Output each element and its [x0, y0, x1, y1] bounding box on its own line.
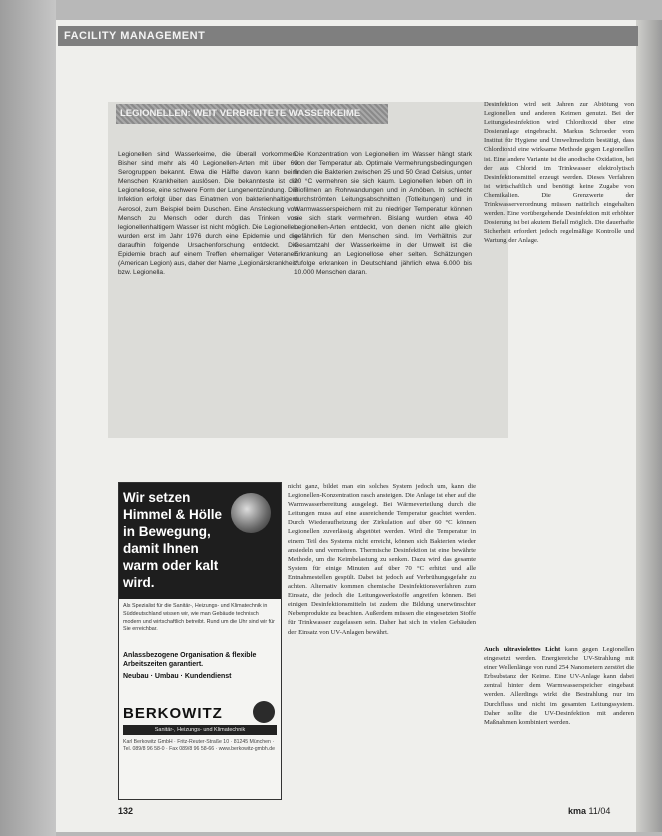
advertisement[interactable]: [118, 482, 282, 800]
footer-issue: [568, 806, 610, 816]
ad-claim: Anlassbezogene Organisation & flexible Arbeitszeiten garantiert.: [123, 652, 257, 668]
issue-number: 11/04: [588, 806, 611, 816]
ad-services: Neubau · Umbau · Kundendienst: [123, 673, 232, 680]
page-edge: [636, 20, 662, 832]
magazine-name: kma: [568, 806, 587, 816]
article-paragraph: kann gegen Legionellen eingesetzt werden. Energiereiche UV-Strahlung mit einer Wellenlänge von rund 254 Nanometern zerstört die Erbsubstanz der Keime. Eine UV-Anlage kann dabei zentral hinter dem Warmwasserspeicher eingebaut werden. Allerdings wirkt die Bestrahlung nur im Durchfluss und nicht im gesamten Leitungssystem. Daher sollte die UV-Desinfektion mit anderen Maßnahmen kombiniert werden.: [484, 646, 634, 726]
page-number: 132: [118, 806, 134, 816]
company-logo: BERKOWITZ: [123, 705, 223, 722]
logo-emblem-icon: [253, 701, 275, 723]
ad-contact: Karl Berkowitz GmbH · Fritz-Reuter-Straße 10 · 81245 München · Tel. 089/8 96 58-0 · Fax 089/8 96 58-66 · www.berkowitz-gmbh.de: [123, 739, 275, 753]
section-header: FACILITY MANAGEMENT: [64, 30, 206, 42]
subheading: Auch ultraviolettes Licht: [484, 646, 561, 653]
ad-tagline: Sanitär-, Heizungs- und Klimatechnik: [123, 725, 277, 735]
article-column-right-lower: [484, 645, 634, 801]
ad-photo: [231, 493, 271, 533]
article-column-right: Desinfektion wird seit Jahren zur Abtötung von Legionellen und anderen Keimen genutzt. Bei der Leitungsdesinfektion wird Chlordioxid über eine Dosieranlage eingebracht. Markus Schroeder vom Institut für Hygiene und Umweltmedizin bestätigt, dass Chlordioxid eine wirksame Methode gegen Legionellen ist. Eine andere Variante ist die anodische Oxidation, bei der aus Chlorid im Trinkwasser elektrolytisch Desinfektionsmittel erzeugt werden. Dieses Verfahren ist wirtschaftlich und benötigt keine Zugabe von Chemikalien. Die Grenzwerte der Trinkwasserverordnung müssen natürlich eingehalten werden. Eine vorübergehende Desinfektion mit erhöhter Dosierung ist bei akutem Befall möglich. Die dauerhafte Sicherheit erfordert jedoch regelmäßige Kontrolle und Wartung der Anlage.: [484, 101, 634, 245]
ad-headline: Wir setzen Himmel & Hölle in Bewegung, damit Ihnen warm oder kalt wird.: [123, 490, 223, 590]
article-column-middle: nicht ganz, bildet man ein solches System jedoch um, kann die Legionellen-Konzentration rasch ansteigen. Die Anlage ist eher auf die Warmwasserbereitung ausgelegt. Bei Wärmeverteilung durch die Leitungen muss auf eine ausreichende Temperatur geachtet werden. Durch Wiederaufheizung der Zirkulation auf über 60 °C können Legionellen zuverlässig abgetötet werden. Wird die Temperatur in einem Teil des Systems nicht erreicht, können sich Bakterien wieder ansiedeln und vermehren. Thermische Desinfektion ist eine bewährte Methode, um die Keimbelastung zu senken. Dazu wird das gesamte System für einige Minuten auf über 70 °C erhitzt und alle Entnahmestellen gespült. Dabei ist jedoch auf Verbrühungsgefahr zu achten. Alternativ kommen chemische Desinfektionsverfahren zum Einsatz, die jedoch die Leitungswerkstoffe angreifen können. Bei einigen Desinfektionsmitteln ist zudem die Bildung unerwünschter Nebenprodukte zu beachten. Außerdem müssen die eingesetzten Stoffe für Trinkwasser zugelassen sein. Daher hat sich in vielen Gebäuden der Einsatz von UV-Anlagen bewährt.: [288, 483, 476, 636]
page-shadow: [0, 0, 56, 836]
info-box-title: LEGIONELLEN: WEIT VERBREITETE WASSERKEIME: [120, 108, 361, 119]
ad-body: Als Spezialist für die Sanitär-, Heizungs- und Klimatechnik in Süddeutschland wissen wir, wie man Gebäude technisch modern und wirtschaftlich betreibt. Rund um die Uhr sind wir für Sie erreichbar.: [123, 603, 275, 633]
info-box-column-1: Legionellen sind Wasserkeime, die überall vorkommen. Bisher sind mehr als 40 Legionellen-Arten mit über 60 Serogruppen bekannt. Etwa die Hälfte davon kann beim Menschen Krankheiten auslösen. Die bekannteste ist die Legionellose, eine schwere Form der Lungenentzündung. Die Infektion erfolgt über das Einatmen von bakterienhaltigem Aerosol, zum Beispiel beim Duschen. Eine Ansteckung von Mensch zu Mensch oder durch das Trinken von legionellenhaltigem Wasser ist nicht möglich. Die Legionellen wurden erst im Jahr 1976 durch eine Epidemie und die daraufhin folgende Ursachenforschung entdeckt. Die Epidemie brach auf einem Treffen ehemaliger Veteranen (American Legion) aus, daher der Name „Legionärskrankheit“ bzw. Legionella.: [118, 151, 298, 277]
info-box-column-2: Die Konzentration von Legionellen im Wasser hängt stark von der Temperatur ab. Optimale Vermehrungsbedingungen finden die Bakterien zwischen 25 und 50 Grad Celsius, unter 20 °C vermehren sie sich kaum. Legionellen leben oft in Biofilmen an Rohrwandungen und in Amöben. In schlecht durchströmten Leitungsabschnitten (Totleitungen) und in Warmwasserspeichern mit zu niedriger Temperatur können sie sich stark vermehren. Bislang wurden etwa 40 Legionellen-Arten entdeckt, von denen nicht alle gleich gefährlich für den Menschen sind. Im Verhältnis zur Gesamtzahl der Wasserkeime in der Umwelt ist die Erkrankung an Legionellose eher selten. Schätzungen zufolge erkranken in Deutschland jährlich etwa 6.000 bis 10.000 Menschen daran.: [294, 151, 472, 277]
